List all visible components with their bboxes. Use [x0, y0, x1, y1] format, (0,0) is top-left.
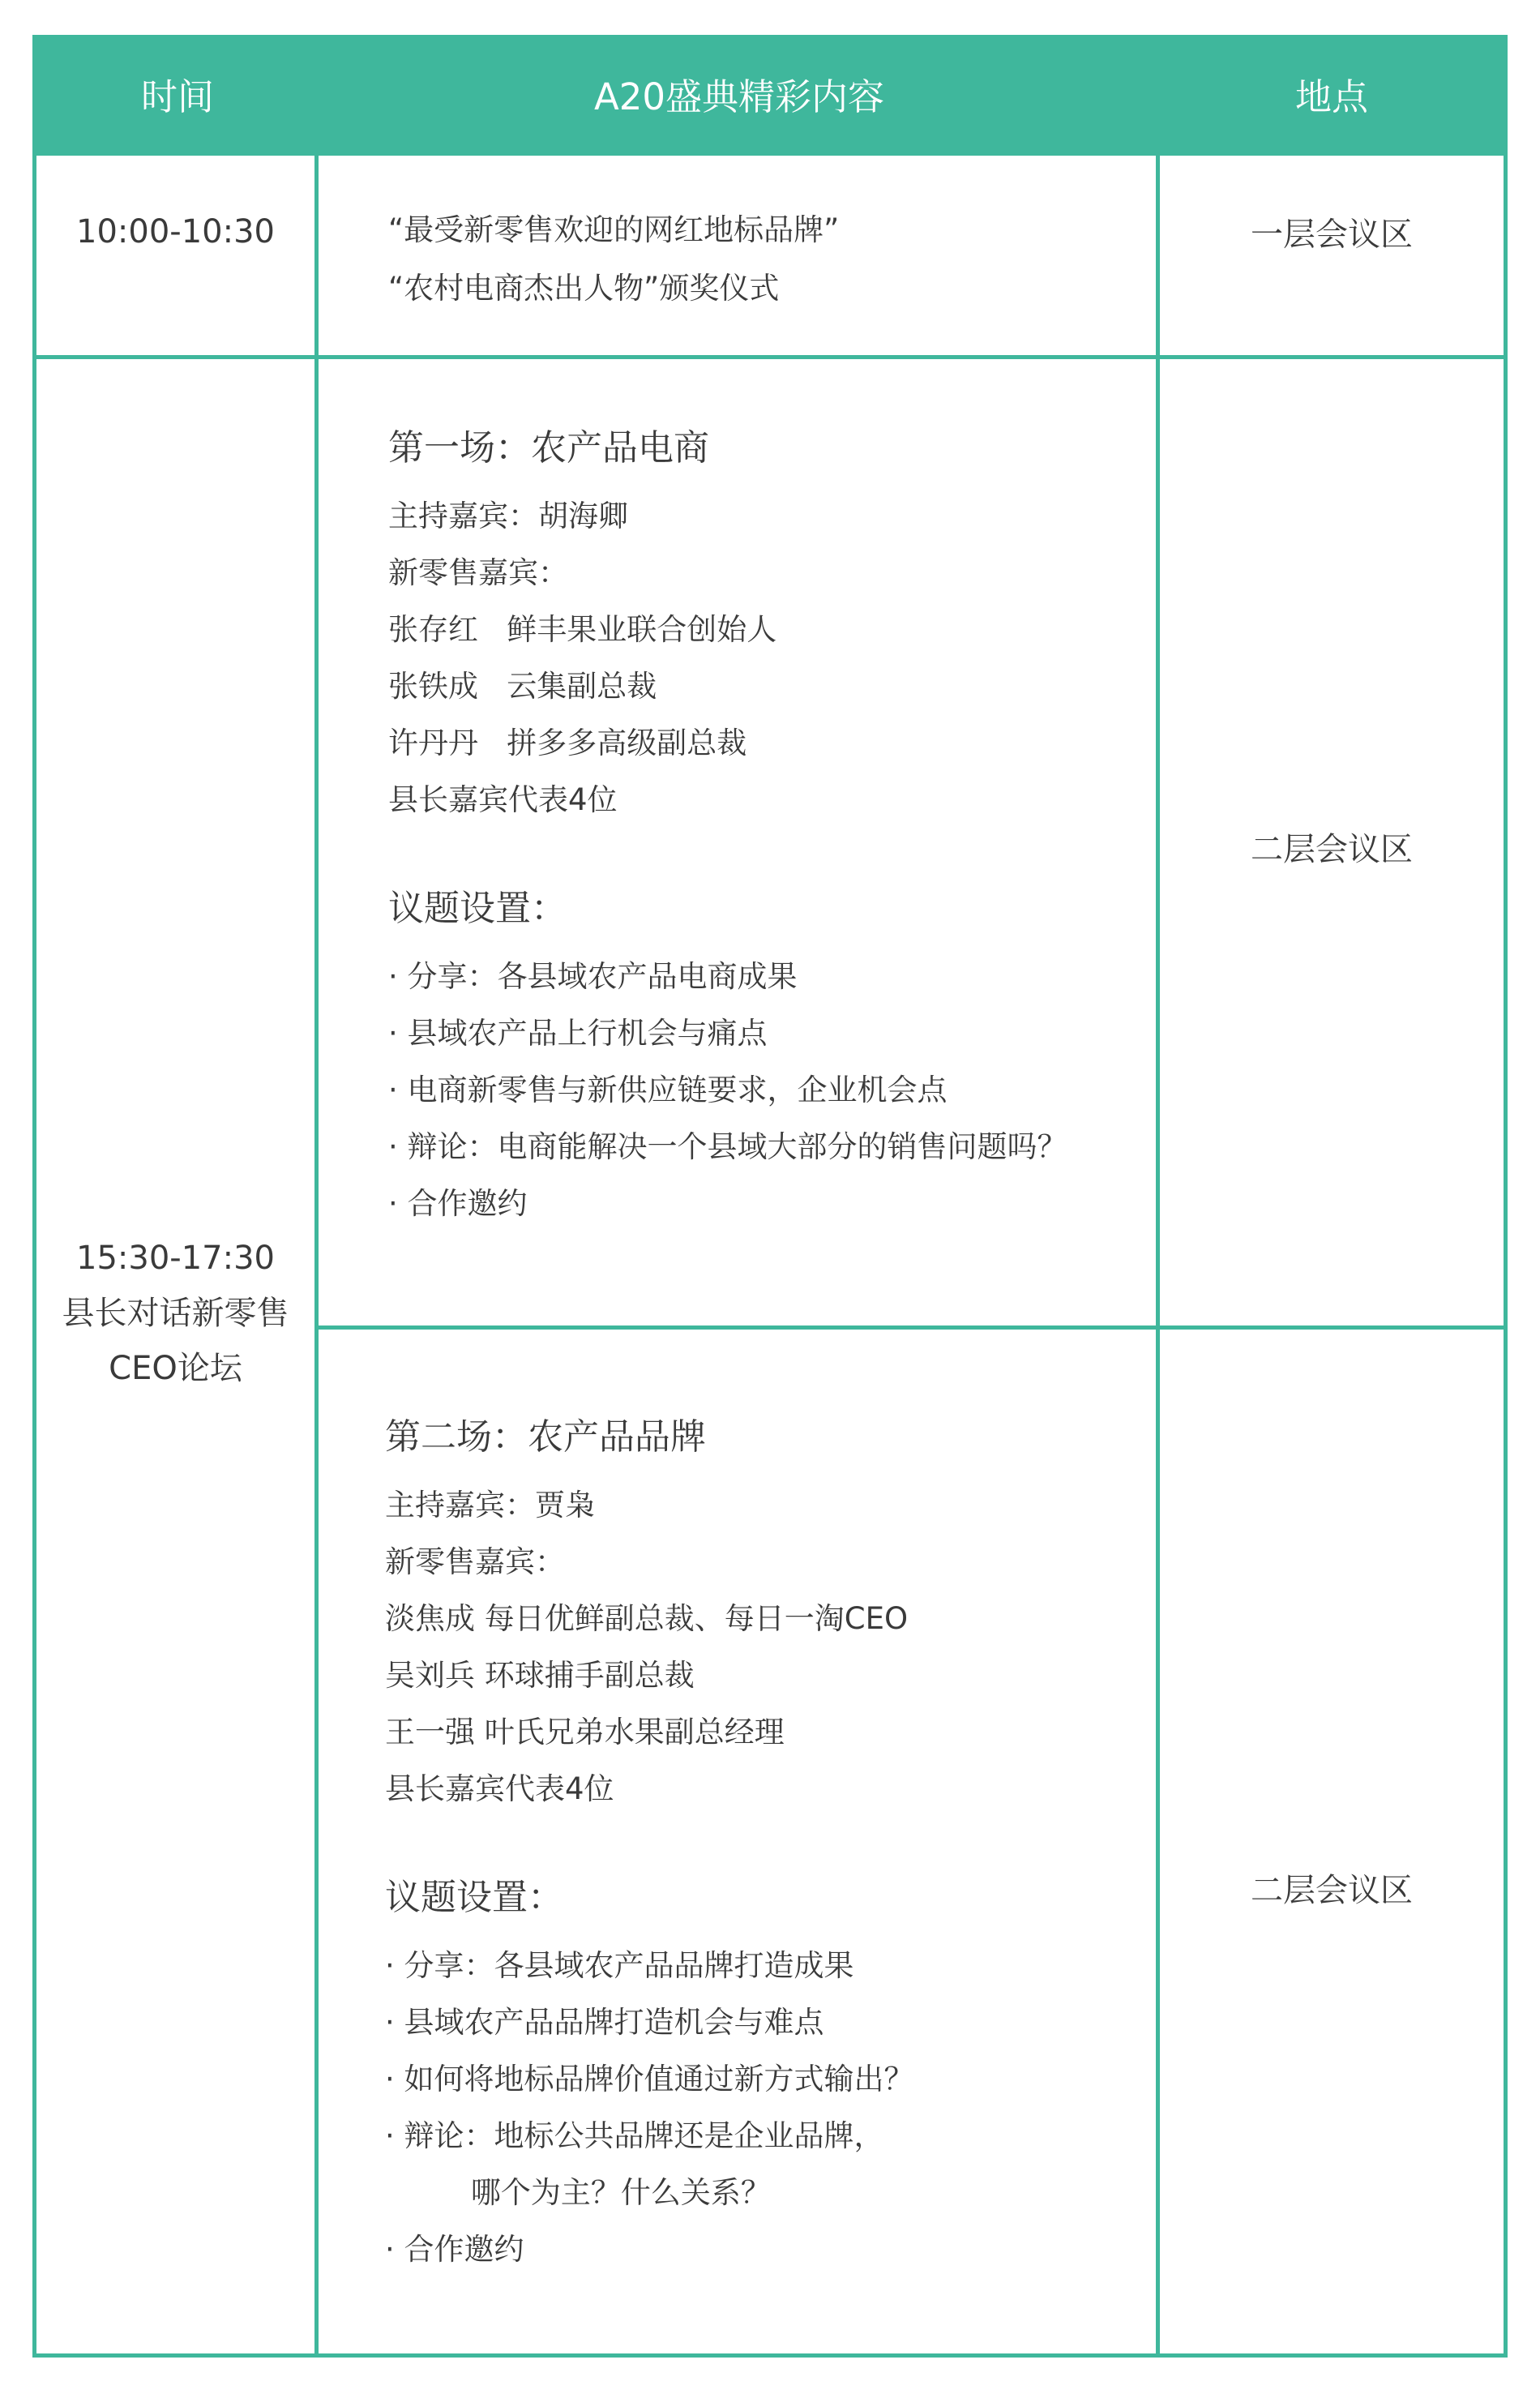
session1-guests-label: 新零售嘉宾： — [388, 555, 568, 590]
row1-content — [388, 201, 839, 318]
session2-topic: · 县域农产品品牌打造机会与难点 — [385, 2005, 824, 2040]
session1-topic: · 县域农产品上行机会与痛点 — [388, 1016, 768, 1051]
session1-content — [388, 420, 1067, 1232]
session2-topic: · 如何将地标品牌价值通过新方式输出？ — [385, 2062, 914, 2096]
session1-guest: 县长嘉宾代表4位 — [388, 782, 618, 817]
session1-host: 主持嘉宾：胡海卿 — [388, 499, 628, 533]
session1-topic: · 电商新零售与新供应链要求，企业机会点 — [388, 1073, 948, 1107]
session2-topics-label: 议题设置： — [385, 1877, 563, 1918]
schedule-table — [32, 35, 1508, 2358]
session1-topic: · 合作邀约 — [388, 1186, 528, 1221]
session1-place: 二层会议区 — [1251, 831, 1413, 868]
session1-guest: 张存红 鲜丰果业联合创始人 — [388, 612, 777, 647]
row-divider-2 — [319, 1325, 1504, 1330]
session2-topic: · 辩论：地标公共品牌还是企业品牌， — [385, 2118, 884, 2153]
column-divider-2 — [1156, 156, 1160, 2358]
table-header — [36, 39, 1504, 156]
row-divider-1 — [36, 355, 1504, 359]
session2-topic: · 合作邀约 — [385, 2232, 524, 2267]
session2-guests-label: 新零售嘉宾： — [385, 1544, 565, 1579]
session2-guest: 县长嘉宾代表4位 — [385, 1771, 614, 1806]
session1-topics-label: 议题设置： — [388, 888, 567, 929]
session1-guest: 张铁成 云集副总裁 — [388, 669, 657, 704]
session1-guest: 许丹丹 拼多多高级副总裁 — [388, 726, 747, 760]
row1-line: “农村电商杰出人物”颁奖仪式 — [388, 271, 780, 306]
row1-line: “最受新零售欢迎的网红地标品牌” — [388, 212, 840, 247]
session1-topic: · 辩论：电商能解决一个县域大部分的销售问题吗？ — [388, 1129, 1067, 1164]
session1-title: 第一场：农产品电商 — [388, 427, 709, 469]
column-divider-1 — [314, 156, 319, 2358]
header-place: 地点 — [1294, 75, 1368, 118]
row2-title-line1: 县长对话新零售 — [62, 1295, 289, 1332]
row1-place: 一层会议区 — [1251, 216, 1413, 254]
session2-title: 第二场：农产品品牌 — [385, 1416, 706, 1458]
session2-topic: 哪个为主？什么关系？ — [385, 2175, 771, 2210]
session2-guest: 淡焦成 每日优鲜副总裁、每日一淘CEO — [385, 1601, 909, 1636]
session1-topic: · 分享：各县域农产品电商成果 — [388, 959, 798, 994]
session2-guest: 吴刘兵 环球捕手副总裁 — [385, 1658, 695, 1693]
session2-topic: · 分享：各县域农产品品牌打造成果 — [385, 1948, 854, 1983]
row2-time: 15:30-17:30 — [76, 1240, 275, 1277]
session2-host: 主持嘉宾：贾枭 — [385, 1488, 595, 1522]
row2-title-line2: CEO论坛 — [109, 1350, 242, 1387]
session2-place: 二层会议区 — [1251, 1872, 1413, 1909]
header-time: 时间 — [140, 75, 214, 118]
header-content: A20盛典精彩内容 — [593, 75, 885, 118]
session2-content — [385, 1409, 914, 2278]
session2-guest: 王一强 叶氏兄弟水果副总经理 — [385, 1715, 785, 1749]
row2-time-cell — [36, 1231, 314, 1396]
row1-time: 10:00-10:30 — [76, 213, 275, 251]
